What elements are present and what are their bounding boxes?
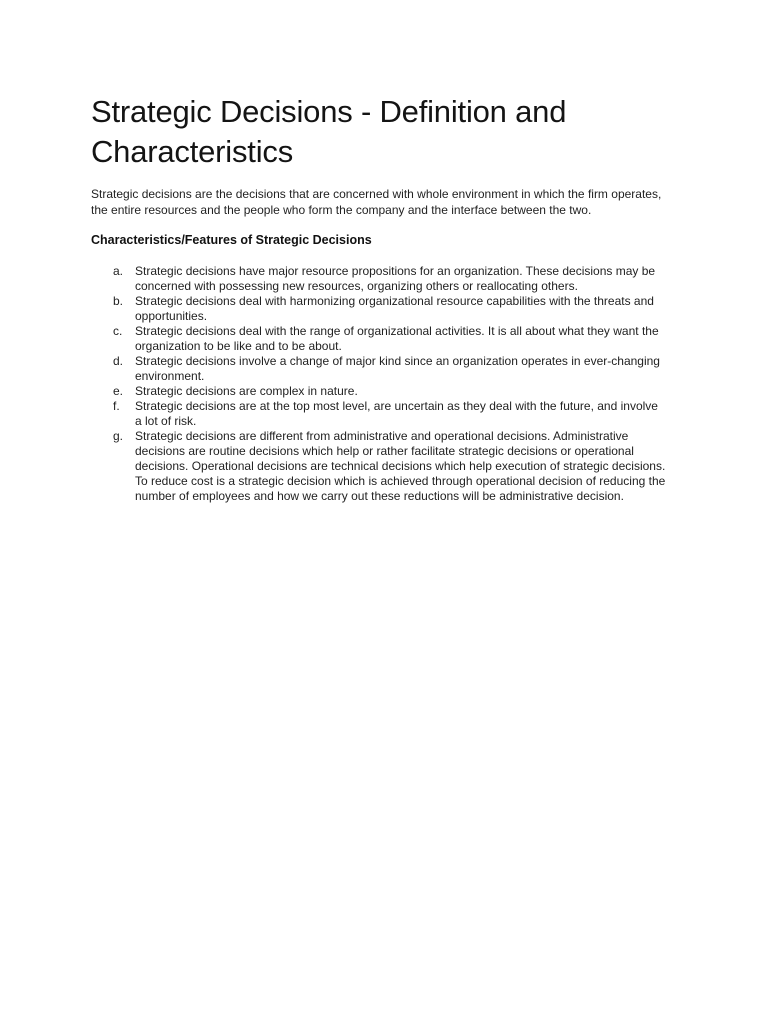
- list-item-text: Strategic decisions have major resource propositions for an organization. These decisions may be concerned with possessing new resources, organizing others or reallocating others.: [135, 264, 656, 293]
- characteristics-list: [91, 264, 672, 504]
- list-marker: f.: [113, 399, 120, 413]
- list-item-text: Strategic decisions deal with the range of organizational activities. It is all about what they want the organization to be like and to be about.: [135, 324, 659, 353]
- list-marker: b.: [113, 294, 124, 308]
- list-item-text: Strategic decisions are different from administrative and operational decisions. Administrative decisions are routine decisions which help or rather facilitate strategic decisions or operational decisions. Operational decisions are technical decisions which help execution of strategic decisions. To reduce cost is a strategic decision which is achieved through operational decision of reducing the number of employees and how we carry out these reductions will be administrative decision.: [135, 429, 666, 503]
- list-item-text: Strategic decisions involve a change of major kind since an organization operates in ever-changing environment.: [135, 354, 660, 383]
- list-item: [91, 264, 672, 294]
- list-marker: c.: [113, 324, 123, 338]
- list-marker: e.: [113, 384, 124, 398]
- page-title: Strategic Decisions - Definition and Characteristics: [91, 94, 567, 169]
- section-heading: Characteristics/Features of Strategic Decisions: [91, 233, 372, 247]
- list-item-text: Strategic decisions deal with harmonizing organizational resource capabilities with the threats and opportunities.: [135, 294, 654, 323]
- list-marker: a.: [113, 264, 124, 278]
- list-item: [91, 294, 672, 324]
- list-marker: g.: [113, 429, 124, 443]
- list-item: [91, 429, 672, 504]
- list-marker: d.: [113, 354, 124, 368]
- list-item: [91, 354, 672, 384]
- intro-paragraph: Strategic decisions are the decisions that are concerned with whole environment in which the firm operates, the entire resources and the people who form the company and the interface between the two.: [91, 187, 662, 217]
- list-item-text: Strategic decisions are complex in nature.: [135, 384, 358, 398]
- list-item: [91, 384, 672, 399]
- list-item-text: Strategic decisions are at the top most level, are uncertain as they deal with the future, and involve a lot of risk.: [135, 399, 658, 428]
- list-item: [91, 324, 672, 354]
- list-item: [91, 399, 672, 429]
